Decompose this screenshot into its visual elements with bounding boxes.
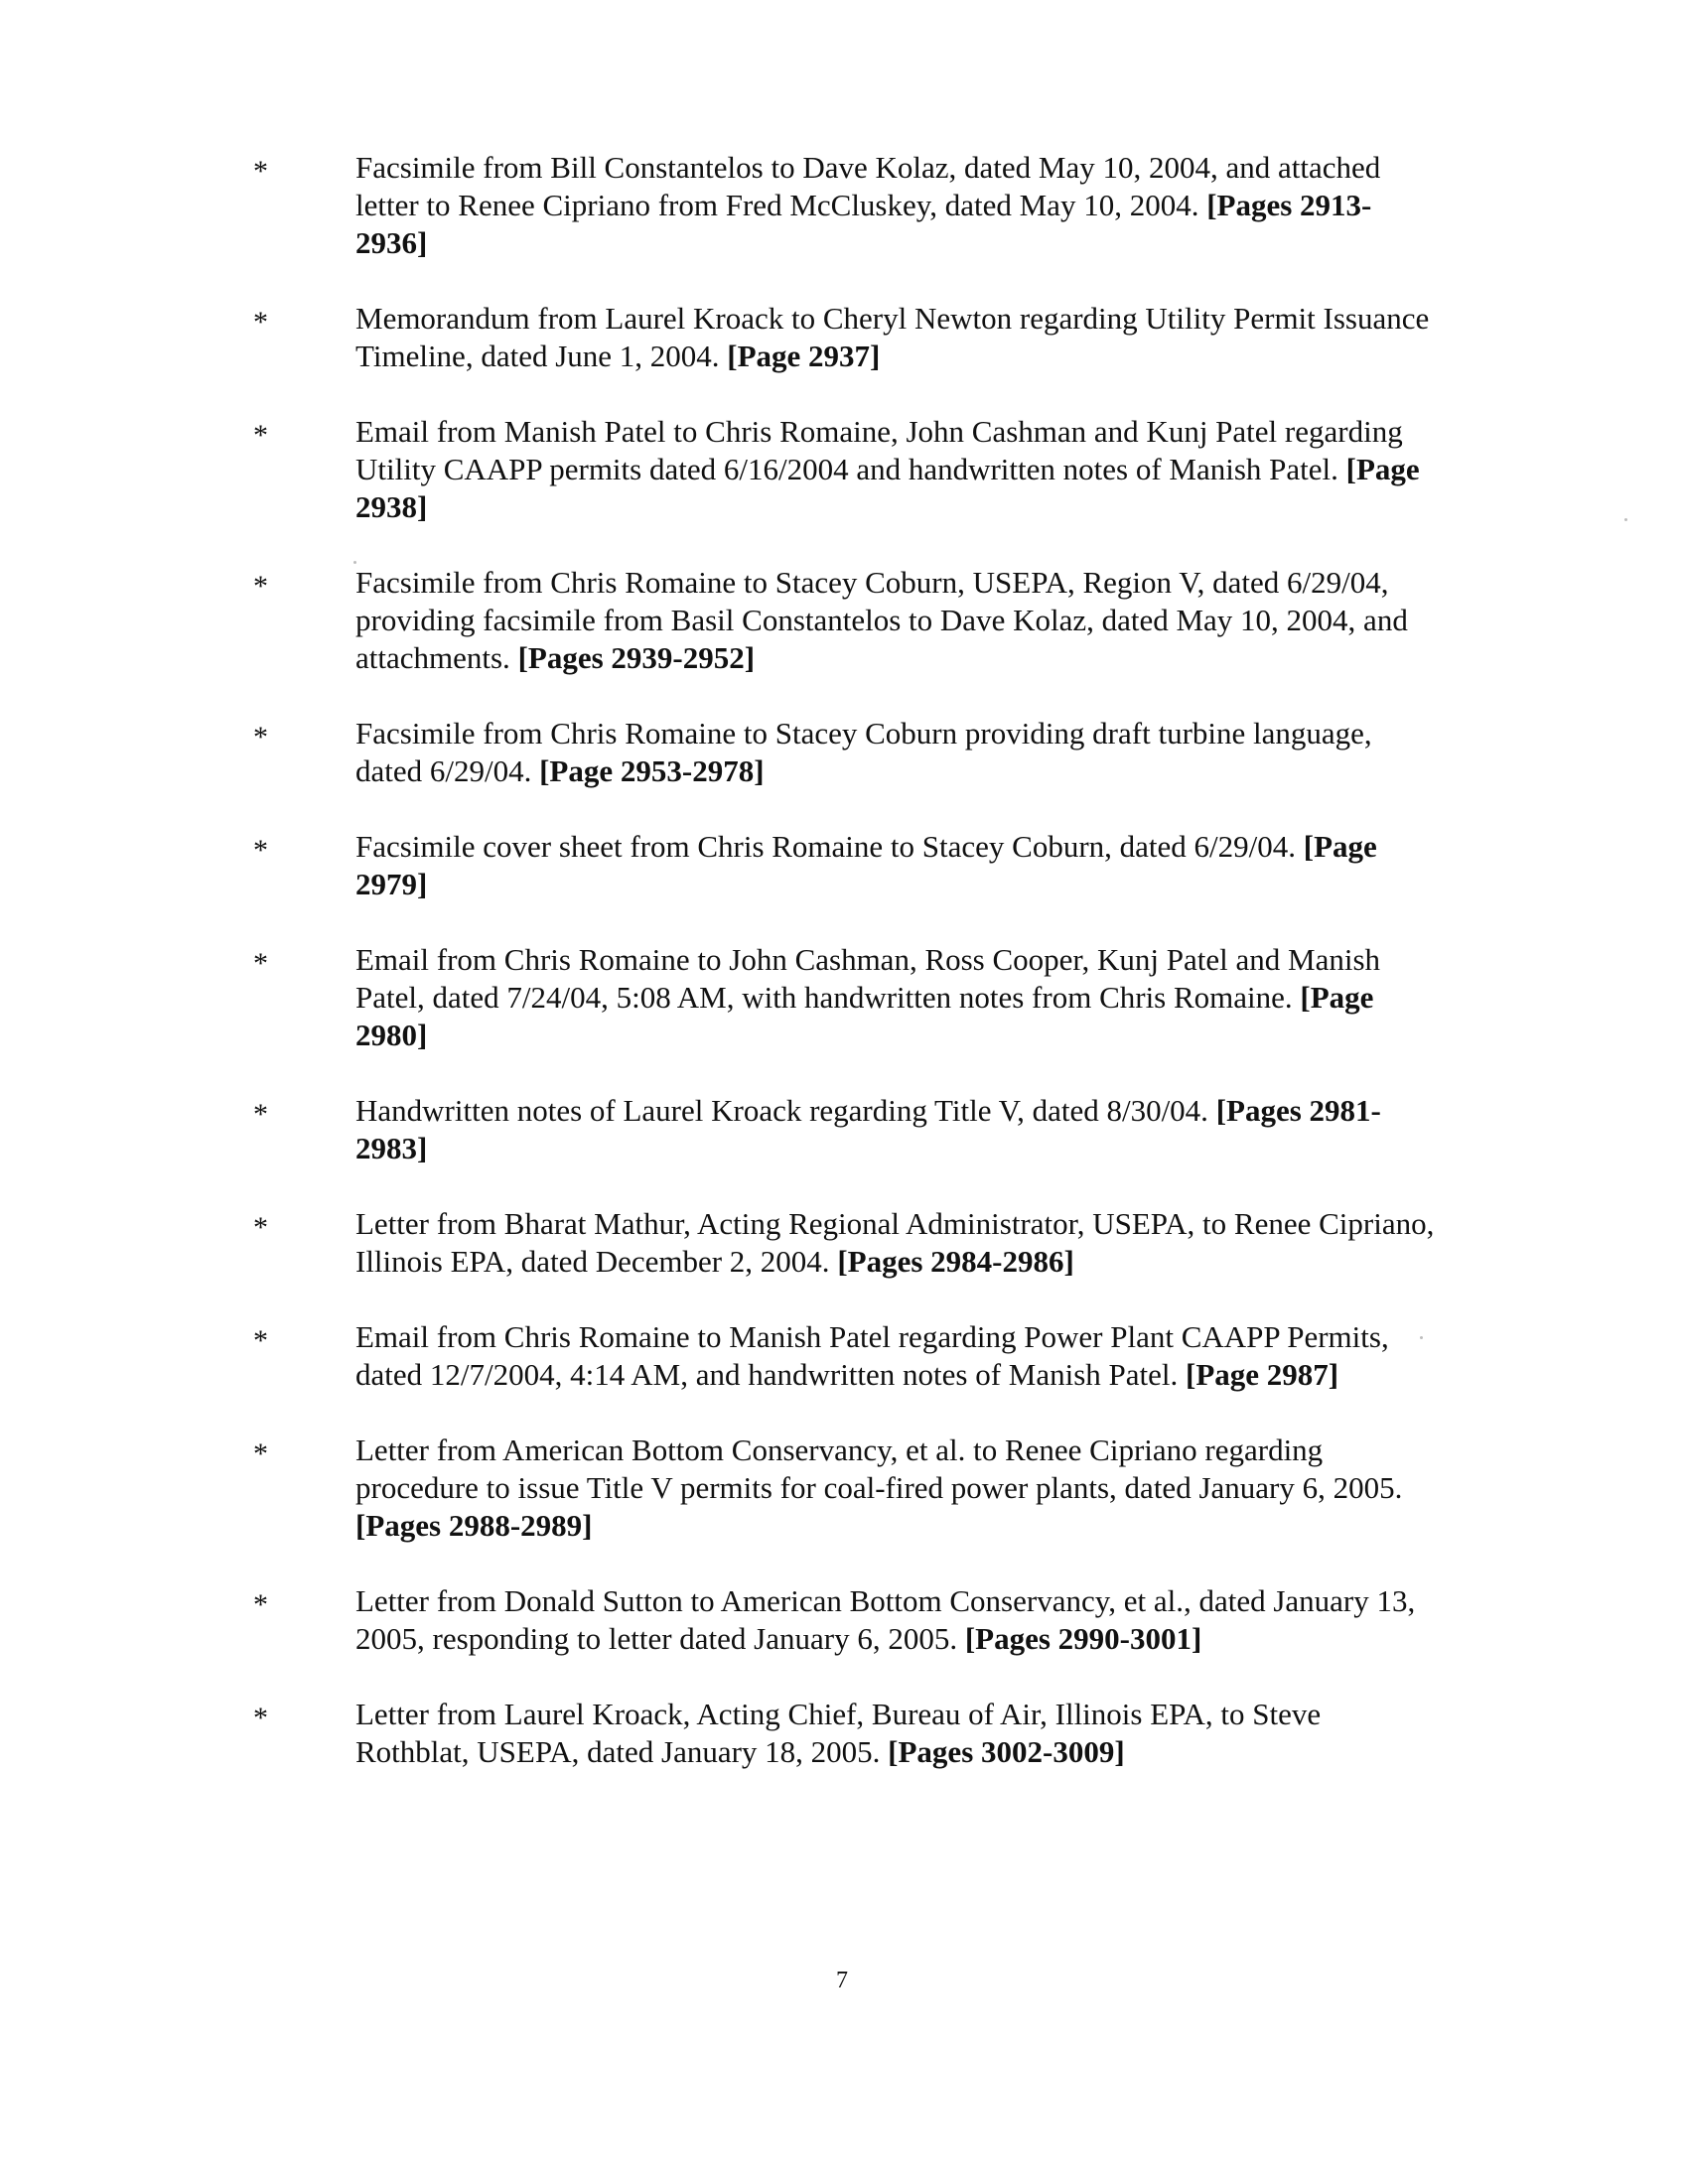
list-item bbox=[0, 1432, 1684, 1545]
page-reference: [Page 2938] bbox=[355, 452, 1420, 524]
bullet-asterisk: * bbox=[253, 834, 268, 867]
entry-text bbox=[355, 1205, 1438, 1281]
bullet-asterisk: * bbox=[253, 1702, 268, 1734]
page-reference: [Pages 2988-2989] bbox=[355, 1508, 593, 1543]
entry-description: Letter from Donald Sutton to American Bottom Conservancy, et al., dated January 13, 2005, responding to letter dated January 6, 2005. bbox=[355, 1583, 1416, 1656]
entry-text bbox=[355, 1582, 1438, 1658]
list-item bbox=[0, 828, 1684, 903]
entry-description: Memorandum from Laurel Kroack to Cheryl Newton regarding Utility Permit Issuance Timeline, dated June 1, 2004. bbox=[355, 301, 1430, 373]
entry-description: Email from Manish Patel to Chris Romaine, John Cashman and Kunj Patel regarding Utility CAAPP permits dated 6/16/2004 and handwritten notes of Manish Patel. bbox=[355, 414, 1403, 486]
entry-description: Email from Chris Romaine to Manish Patel regarding Power Plant CAAPP Permits, dated 12/7/2004, 4:14 AM, and handwritten notes of Manish Patel. bbox=[355, 1319, 1389, 1392]
scan-speck bbox=[353, 561, 356, 564]
bullet-asterisk: * bbox=[253, 570, 268, 603]
page-reference: [Page 2937] bbox=[727, 339, 881, 373]
list-item bbox=[0, 1696, 1684, 1771]
entry-description: Facsimile cover sheet from Chris Romaine to Stacey Coburn, dated 6/29/04. bbox=[355, 829, 1297, 864]
entry-text bbox=[355, 413, 1438, 526]
scan-speck bbox=[1420, 1336, 1423, 1339]
list-item bbox=[0, 1205, 1684, 1281]
list-item bbox=[0, 1582, 1684, 1658]
entry-text bbox=[355, 1318, 1438, 1394]
entry-description: Letter from American Bottom Conservancy, et al. to Renee Cipriano regarding procedure to issue Title V permits for coal-fired power plants, dated January 6, 2005. bbox=[355, 1433, 1403, 1505]
bullet-asterisk: * bbox=[253, 1588, 268, 1621]
page-reference: [Page 2953-2978] bbox=[539, 753, 765, 788]
bullet-asterisk: * bbox=[253, 721, 268, 753]
entry-text bbox=[355, 715, 1438, 790]
entry-description: Facsimile from Bill Constantelos to Dave Kolaz, dated May 10, 2004, and attached letter to Renee Cipriano from Fred McCluskey, dated May 10, 2004. bbox=[355, 150, 1381, 222]
page-reference: [Pages 2939-2952] bbox=[517, 640, 756, 675]
entry-description: Letter from Laurel Kroack, Acting Chief, Bureau of Air, Illinois EPA, to Steve Rothblat, USEPA, dated January 18, 2005. bbox=[355, 1697, 1322, 1769]
bullet-asterisk: * bbox=[253, 419, 268, 452]
page-number: 7 bbox=[836, 1968, 848, 1993]
entry-text bbox=[355, 149, 1438, 262]
list-item bbox=[0, 1318, 1684, 1394]
list-item bbox=[0, 300, 1684, 375]
entry-text bbox=[355, 941, 1438, 1054]
page-reference: [Pages 2990-3001] bbox=[964, 1621, 1202, 1656]
document-entry-list bbox=[0, 149, 1684, 1809]
scan-speck bbox=[1624, 518, 1627, 521]
page-reference: [Page 2987] bbox=[1186, 1357, 1339, 1392]
bullet-asterisk: * bbox=[253, 155, 268, 188]
list-item bbox=[0, 564, 1684, 677]
page-reference: [Page 2980] bbox=[355, 980, 1374, 1052]
page-reference: [Pages 3002-3009] bbox=[888, 1734, 1125, 1769]
page-reference: [Pages 2981-2983] bbox=[355, 1093, 1381, 1165]
entry-text bbox=[355, 300, 1438, 375]
bullet-asterisk: * bbox=[253, 306, 268, 339]
entry-description: Email from Chris Romaine to John Cashman, Ross Cooper, Kunj Patel and Manish Patel, dated 7/24/04, 5:08 AM, with handwritten notes from Chris Romaine. bbox=[355, 942, 1381, 1015]
list-item bbox=[0, 149, 1684, 262]
entry-text bbox=[355, 1092, 1438, 1167]
page-reference: [Page 2979] bbox=[355, 829, 1377, 901]
entry-description: Facsimile from Chris Romaine to Stacey Coburn, USEPA, Region V, dated 6/29/04, providing facsimile from Basil Constantelos to Dave Kolaz, dated May 10, 2004, and attachments. bbox=[355, 565, 1408, 675]
page-reference: [Pages 2913-2936] bbox=[355, 188, 1372, 260]
list-item bbox=[0, 715, 1684, 790]
bullet-asterisk: * bbox=[253, 1437, 268, 1470]
list-item bbox=[0, 941, 1684, 1054]
list-item bbox=[0, 1092, 1684, 1167]
entry-text bbox=[355, 564, 1438, 677]
page-reference: [Pages 2984-2986] bbox=[837, 1244, 1074, 1279]
entry-description: Handwritten notes of Laurel Kroack regarding Title V, dated 8/30/04. bbox=[355, 1093, 1208, 1128]
bullet-asterisk: * bbox=[253, 1211, 268, 1244]
bullet-asterisk: * bbox=[253, 947, 268, 980]
entry-text bbox=[355, 1432, 1438, 1545]
list-item bbox=[0, 413, 1684, 526]
bullet-asterisk: * bbox=[253, 1098, 268, 1131]
entry-description: Letter from Bharat Mathur, Acting Regional Administrator, USEPA, to Renee Cipriano, Illinois EPA, dated December 2, 2004. bbox=[355, 1206, 1435, 1279]
bullet-asterisk: * bbox=[253, 1324, 268, 1357]
entry-description: Facsimile from Chris Romaine to Stacey Coburn providing draft turbine language, dated 6/29/04. bbox=[355, 716, 1372, 788]
entry-text bbox=[355, 1696, 1438, 1771]
entry-text bbox=[355, 828, 1438, 903]
